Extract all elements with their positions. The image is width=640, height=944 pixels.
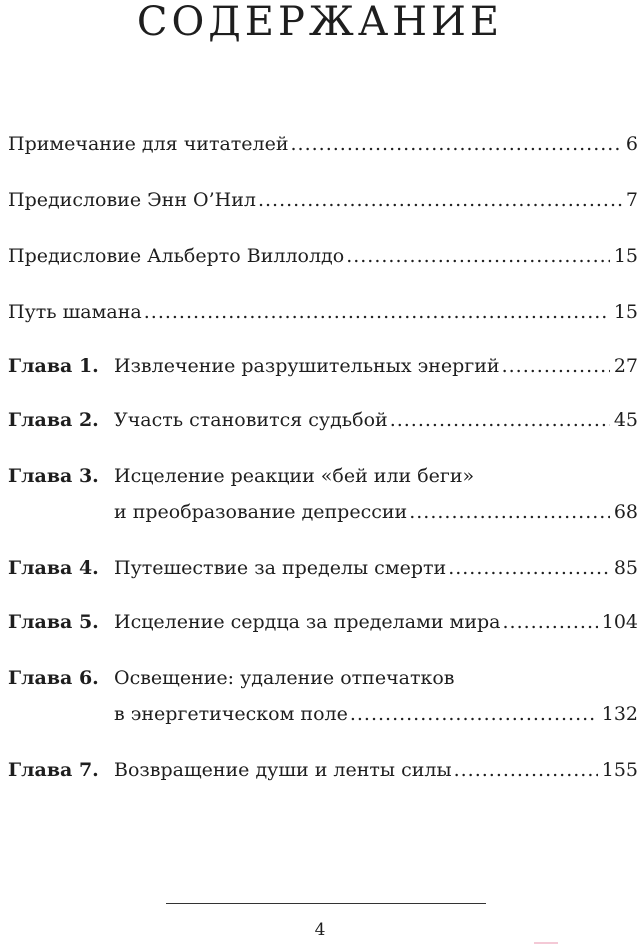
chapter-label: Глава 6. <box>8 667 99 689</box>
dot-leader <box>448 550 610 586</box>
chapter-label: Глава 7. <box>8 759 99 781</box>
toc-page-number: 155 <box>601 759 638 781</box>
dot-leader <box>291 126 622 162</box>
chapter-title: Возвращение души и ленты силы <box>114 759 452 781</box>
chapter-title-continued: и преобразование депрессии <box>114 501 408 523</box>
toc-page-number: 104 <box>601 611 638 633</box>
toc-line <box>114 604 638 640</box>
dot-leader <box>454 752 598 788</box>
dot-leader <box>502 348 610 384</box>
toc-entry <box>8 126 638 162</box>
toc-chapter <box>8 402 638 438</box>
toc-entry-title: Примечание для читателей <box>8 133 289 155</box>
toc-entry <box>8 238 638 274</box>
toc-page-number: 27 <box>613 355 638 377</box>
toc-line <box>114 660 638 696</box>
toc-page-number: 68 <box>613 501 638 523</box>
toc-line <box>114 458 638 494</box>
chapter-label: Глава 2. <box>8 409 99 431</box>
toc-chapter <box>8 752 638 788</box>
toc-line <box>114 752 638 788</box>
dot-leader <box>258 182 622 218</box>
page-number: 4 <box>314 920 326 940</box>
toc-entry <box>8 182 638 218</box>
toc-page-number: 15 <box>613 301 638 323</box>
chapter-title: Освещение: удаление отпечатков <box>114 667 455 689</box>
toc-line <box>8 238 638 274</box>
chapter-title: Извлечение разрушительных энергий <box>114 355 500 377</box>
toc-page-number: 15 <box>613 245 638 267</box>
toc-line <box>114 696 638 732</box>
toc-line <box>114 348 638 384</box>
toc-chapter <box>8 604 638 640</box>
dot-leader <box>346 238 610 274</box>
page-title: СОДЕРЖАНИЕ <box>136 0 504 45</box>
chapter-label: Глава 1. <box>8 355 99 377</box>
chapter-title: Исцеление сердца за пределами мира <box>114 611 501 633</box>
toc-page-number: 6 <box>625 133 638 155</box>
toc-entry-title: Путь шамана <box>8 301 142 323</box>
chapter-title-continued: в энергетическом поле <box>114 703 348 725</box>
chapter-title: Путешествие за пределы смерти <box>114 557 447 579</box>
chapter-title: Участь становится судьбой <box>114 409 388 431</box>
chapter-label: Глава 5. <box>8 611 99 633</box>
toc-chapter <box>8 458 638 530</box>
toc-page-number: 85 <box>613 557 638 579</box>
toc-entry-title: Предисловие Альберто Виллолдо <box>8 245 345 267</box>
chapter-title: Исцеление реакции «бей или беги» <box>114 465 475 487</box>
dot-leader <box>350 696 598 732</box>
toc-page-number: 45 <box>613 409 638 431</box>
toc-chapter <box>8 660 638 732</box>
toc-entry <box>8 294 638 330</box>
toc-chapter <box>8 550 638 586</box>
toc-chapter <box>8 348 638 384</box>
dot-leader <box>503 604 598 640</box>
toc-line <box>8 126 638 162</box>
toc-line <box>114 402 638 438</box>
footer-divider <box>166 903 486 904</box>
toc-line <box>8 182 638 218</box>
dot-leader <box>409 494 610 530</box>
toc-line <box>114 494 638 530</box>
toc-page-number: 7 <box>625 189 638 211</box>
dot-leader <box>144 294 610 330</box>
toc-page-number: 132 <box>601 703 638 725</box>
chapter-label: Глава 4. <box>8 557 99 579</box>
toc-line <box>114 550 638 586</box>
toc-line <box>8 294 638 330</box>
dot-leader <box>390 402 610 438</box>
chapter-label: Глава 3. <box>8 465 99 487</box>
toc-entry-title: Предисловие Энн О’Нил <box>8 189 256 211</box>
